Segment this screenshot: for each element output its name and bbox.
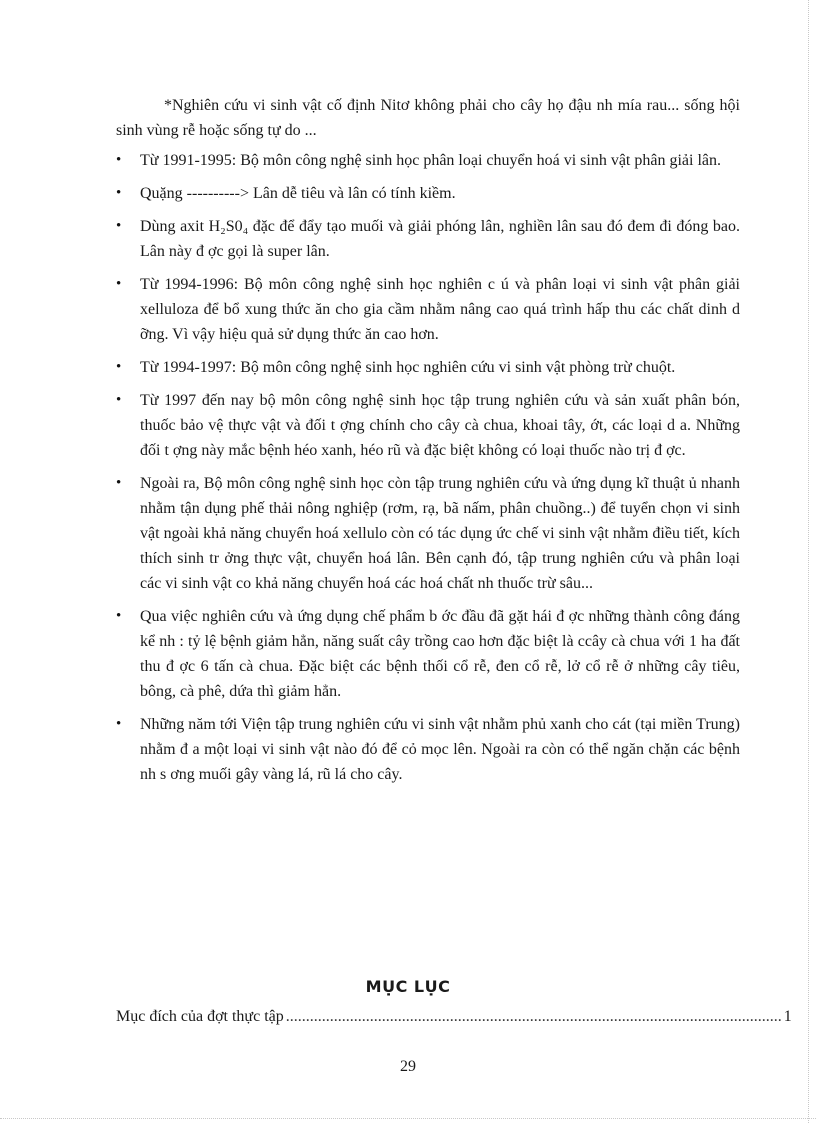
list-item-text: Quặng ----------> Lân dễ tiêu và lân có tính kiềm.: [140, 185, 456, 202]
list-item: [116, 388, 740, 463]
toc-entry-page: 1: [783, 1008, 792, 1025]
list-item: [116, 214, 740, 264]
page-edge-right: [808, 0, 809, 1123]
list-item: [116, 712, 740, 787]
list-item-text: Ngoài ra, Bộ môn công nghệ sinh học còn tập trung nghiên cứu và ứng dụng kĩ thuật ủ nhanh nhằm tận dụng phế thải nông nghiệp (rơm, rạ, bã nấm, phân chuồng..) để tuyển chọn vi sinh vật ngoài khả năng chuyển hoá xellulo còn có tác dụng ức chế vi sinh vật nhằm điều tiết, kích thích sinh tr ởng thực vật, chuyển hoá lân. Bên cạnh đó, tập trung nghiên cứu và phân loại các vi sinh vật co khả năng chuyển hoá các hoá chất nh thuốc trừ sâu...: [140, 475, 740, 592]
toc-title: MỤC LỤC: [365, 977, 451, 996]
intro-paragraph: *Nghiên cứu vi sinh vật cố định Nitơ không phải cho cây họ đậu nh mía rau... sống hội sinh vùng rễ hoặc sống tự do ...: [116, 97, 740, 139]
bullet-icon: •: [116, 392, 122, 408]
list-item-text: Qua việc nghiên cứu và ứng dụng chế phẩm b ớc đầu đã gặt hái đ ợc những thành công đáng kể nh : tỷ lệ bệnh giảm hẳn, năng suất cây trồng cao hơn đặc biệt là ccây cà chua với 1 ha đất thu đ ợc 6 tấn cà chua. Đặc biệt các bệnh thối cổ rễ, đen cổ rễ, lở cổ rễ ở những cây tiêu, bông, cà phê, dứa thì giảm hẳn.: [140, 608, 740, 700]
bullet-icon: •: [116, 152, 122, 168]
toc-entry[interactable]: [116, 1008, 792, 1032]
list-item-text: Từ 1994-1996: Bộ môn công nghệ sinh học nghiên c ú và phân loại vi sinh vật phân giải xelluloza để bổ xung thức ăn cho gia cầm nhằm nâng cao quá trình hấp thu các chất dinh d ỡng. Vì vậy hiệu quả sử dụng thức ăn cao hơn.: [140, 276, 740, 343]
bullet-icon: •: [116, 276, 122, 292]
list-item-text: Từ 1991-1995: Bộ môn công nghệ sinh học phân loại chuyển hoá vi sinh vật phân giải lân.: [140, 152, 722, 169]
bullet-icon: •: [116, 185, 122, 201]
list-item-text: Dùng axit H₂S0₄ đặc để đẩy tạo muối và giải phóng lân, nghiền lân sau đó đem đi đóng bao. Lân này đ ợc gọi là super lân.: [140, 218, 740, 260]
bullet-icon: •: [116, 608, 122, 624]
toc-leader-dots: ............................................................................................................................: [285, 1008, 782, 1025]
list-item: [116, 355, 740, 380]
list-item: [116, 181, 740, 206]
bullet-icon: •: [116, 218, 122, 234]
page-number: 29: [400, 1058, 416, 1075]
list-item: [116, 148, 740, 173]
toc-entry-label: Mục đích của đợt thực tập: [116, 1008, 284, 1025]
list-item-text: Từ 1994-1997: Bộ môn công nghệ sinh học nghiên cứu vi sinh vật phòng trừ chuột.: [140, 359, 676, 376]
bullet-icon: •: [116, 359, 122, 375]
bullet-list: [116, 148, 740, 795]
bullet-icon: •: [116, 475, 122, 491]
page-edge-bottom: [0, 1118, 816, 1119]
list-item: [116, 272, 740, 347]
list-item-text: Những năm tới Viện tập trung nghiên cứu vi sinh vật nhằm phủ xanh cho cát (tại miền Trung) nhằm đ a một loại vi sinh vật nào đó để cỏ mọc lên. Ngoài ra còn có thể ngăn chặn các bệnh nh s ơng muối gây vàng lá, rũ lá cho cây.: [140, 716, 740, 783]
bullet-icon: •: [116, 716, 122, 732]
list-item-text: Từ 1997 đến nay bộ môn công nghệ sinh học tập trung nghiên cứu và sản xuất phân bón, thuốc bảo vệ thực vật và đối t ợng chính cho cây cà chua, khoai tây, ớt, các loại d a. Những đối t ợng này mắc bệnh héo xanh, héo rũ và đặc biệt không có loại thuốc nào trị đ ợc.: [140, 392, 740, 459]
list-item: [116, 471, 740, 596]
list-item: [116, 604, 740, 704]
